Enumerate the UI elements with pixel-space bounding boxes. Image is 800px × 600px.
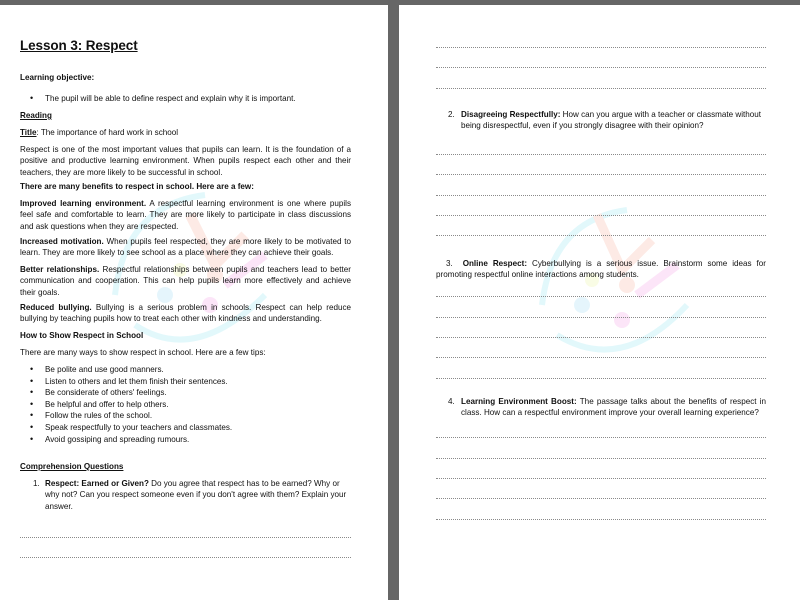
- page-title: Lesson 3: Respect: [20, 38, 138, 53]
- tip-item: • Speak respectfully to your teachers and classmates.: [20, 422, 351, 434]
- question-item: [436, 396, 766, 419]
- answer-line[interactable]: [436, 154, 766, 155]
- question-label: Disagreeing Respectfully:: [461, 110, 561, 119]
- benefit-text: Respectful relationships between pupils and teachers lead to better communication and cooperation. This can help pupils learn more effectively and achieve their goals.: [20, 265, 352, 297]
- document-page-1: [0, 5, 388, 600]
- tip-item: • Be polite and use good manners.: [20, 364, 351, 376]
- question-number: 4.: [448, 397, 455, 406]
- answer-line[interactable]: [20, 537, 351, 538]
- benefit-label: Improved learning environment.: [20, 199, 147, 208]
- question-label: Learning Environment Boost:: [461, 397, 577, 406]
- benefit-text: A respectful learning environment is one where pupils feel safe and comfortable to learn. They are more likely to participate in class discussions and ask questions when they are respected.: [20, 199, 351, 231]
- how-to-heading: How to Show Respect in School: [20, 331, 144, 340]
- answer-line[interactable]: [436, 296, 766, 297]
- answer-line[interactable]: [436, 317, 766, 318]
- reading-heading: Reading: [20, 111, 52, 120]
- benefit-paragraph: [20, 302, 351, 325]
- answer-line[interactable]: [436, 47, 766, 48]
- question-item: [436, 109, 766, 132]
- answer-line[interactable]: [436, 378, 766, 379]
- tip-item: • Follow the rules of the school.: [20, 410, 351, 422]
- question-text: The passage talks about the benefits of respect in class. How can a respectful environment improve your overall learning experience?: [461, 397, 766, 418]
- question-item: [20, 478, 351, 512]
- answer-line[interactable]: [436, 437, 766, 438]
- benefits-heading: There are many benefits to respect in school. Here are a few:: [20, 182, 254, 191]
- tip-item: • Be helpful and offer to help others.: [20, 399, 351, 411]
- answer-line[interactable]: [436, 174, 766, 175]
- learning-objective-heading: Learning objective:: [20, 73, 95, 82]
- question-number: 2.: [448, 110, 455, 119]
- answer-line[interactable]: [436, 357, 766, 358]
- benefit-text: Bullying is a serious problem in schools. Respect can help reduce bullying by teaching pupils how to treat each other with kindness and understanding.: [20, 303, 351, 324]
- answer-line[interactable]: [436, 215, 766, 216]
- benefit-label: Better relationships.: [20, 265, 100, 274]
- answer-line[interactable]: [436, 498, 766, 499]
- reading-title-text: : The importance of hard work in school: [36, 128, 179, 137]
- reading-title: [20, 127, 351, 138]
- answer-line[interactable]: [436, 458, 766, 459]
- intro-paragraph: Respect is one of the most important values that pupils can learn. It is the foundation of a positive and productive learning environment. When pupils respect each other and their teachers, they are more likely to be successful in school.: [20, 145, 351, 177]
- benefit-label: Increased motivation.: [20, 237, 104, 246]
- benefit-paragraph: [20, 236, 351, 259]
- questions-heading: Comprehension Questions: [20, 462, 124, 471]
- answer-line[interactable]: [20, 557, 351, 558]
- tip-item: • Be considerate of others' feelings.: [20, 387, 351, 399]
- answer-line[interactable]: [436, 235, 766, 236]
- answer-line[interactable]: [436, 337, 766, 338]
- answer-line[interactable]: [436, 519, 766, 520]
- reading-title-label: Title: [20, 128, 37, 137]
- answer-line[interactable]: [436, 478, 766, 479]
- question-text: How can you argue with a teacher or classmate without being disrespectful, even if you strongly disagree with their opinion?: [461, 110, 762, 131]
- answer-line[interactable]: [436, 195, 766, 196]
- question-text: Do you agree that respect has to be earned? Why or why not? Can you respect someone even if you don't agree with them? Explain your answer.: [45, 479, 347, 511]
- benefit-paragraph: [20, 264, 351, 298]
- answer-line[interactable]: [436, 88, 766, 89]
- document-page-2: [399, 5, 800, 600]
- learning-objective-list: [20, 93, 351, 105]
- question-item: [436, 258, 766, 281]
- answer-line[interactable]: [436, 67, 766, 68]
- question-label: Online Respect:: [462, 259, 528, 268]
- benefit-label: Reduced bullying.: [20, 303, 92, 312]
- question-number: 3.: [446, 259, 453, 268]
- question-number: 1.: [33, 479, 40, 488]
- tips-intro: There are many ways to show respect in school. Here are a few tips:: [20, 348, 266, 357]
- question-text: Cyberbullying is a serious issue. Brainstorm some ideas for promoting respectful online interactions among students.: [436, 259, 766, 280]
- tip-item: • Avoid gossiping and spreading rumours.: [20, 434, 351, 446]
- tip-item: • Listen to others and let them finish their sentences.: [20, 376, 351, 388]
- benefit-text: When pupils feel respected, they are more likely to be motivated to learn. They are more likely to see school as a place where they can achieve their goals.: [20, 237, 352, 258]
- tips-list: [20, 364, 351, 445]
- benefit-paragraph: [20, 198, 351, 232]
- question-label: Respect: Earned or Given?: [45, 479, 149, 488]
- learning-objective-item: • The pupil will be able to define respect and explain why it is important.: [20, 93, 351, 105]
